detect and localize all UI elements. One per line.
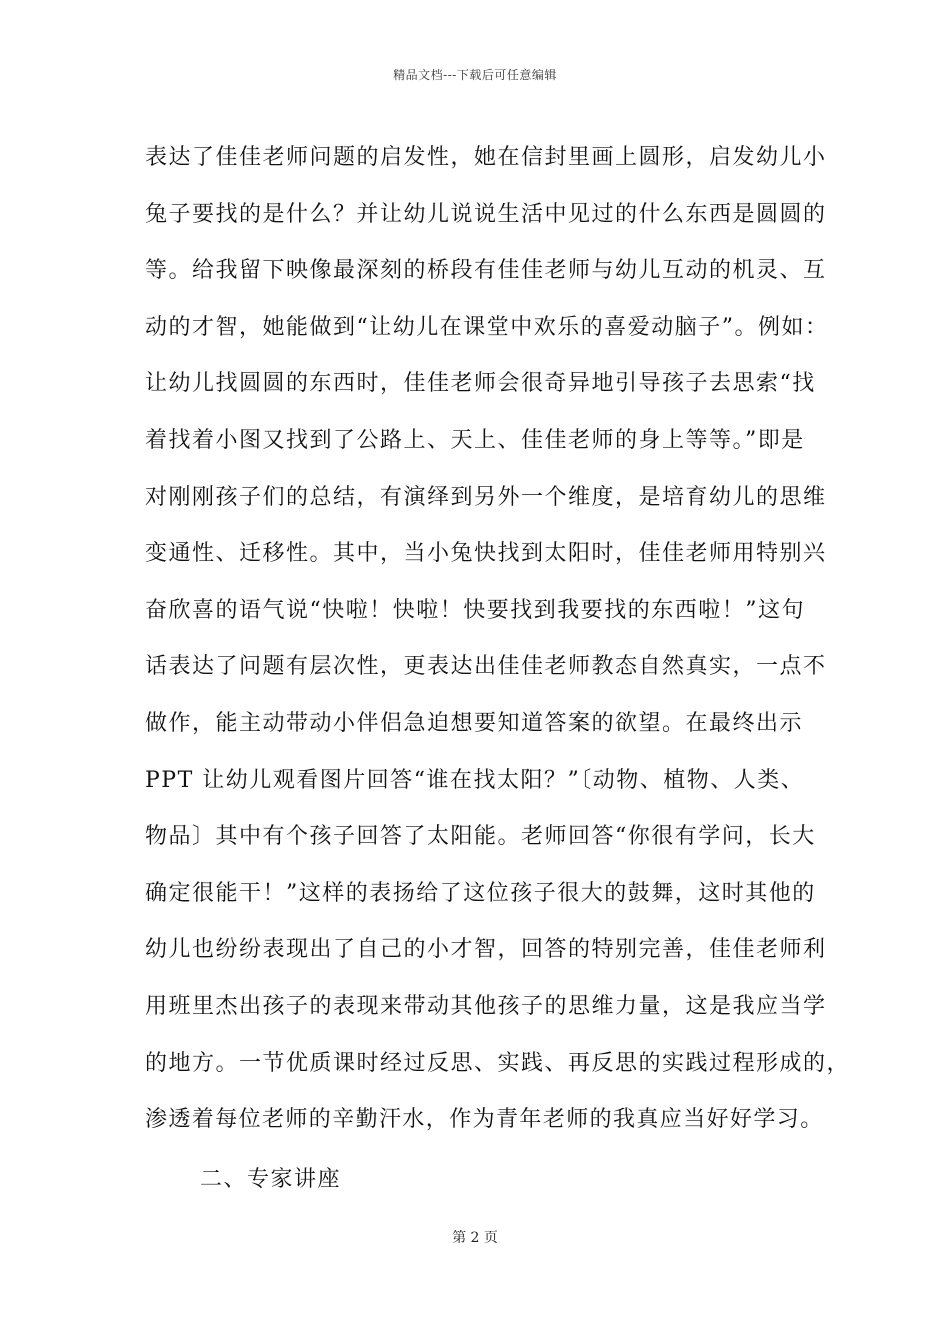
- body-line: 做作，能主动带动小伴侣急迫想要知道答案的欲望。在最终出示: [145, 710, 804, 736]
- body-line: 幼儿也纷纷表现出了自己的小才智，回答的特别完善，佳佳老师利: [145, 937, 827, 963]
- body-line: 对刚刚孩子们的总结，有演绎到另外一个维度，是培育幼儿的思维: [145, 484, 827, 510]
- page-header: 精品文档---下载后可任意编辑: [393, 68, 557, 82]
- body-line: 让幼儿找圆圆的东西时，佳佳老师会很奇异地引导孩子去思索“找: [145, 371, 816, 397]
- body-line: 话表达了问题有层次性，更表达出佳佳老师教态自然真实，一点不: [145, 654, 827, 680]
- body-line: 物品〕其中有个孩子回答了太阳能。老师回答“你很有学问，长大: [145, 824, 816, 850]
- body-line: 的地方。一节优质课时经过反思、实践、再反思的实践过程形成的，: [145, 1050, 851, 1076]
- page-number: 第 2 页: [452, 1230, 498, 1246]
- body-line: PPT 让幼儿观看图片回答“谁在找太阳？”〔动物、植物、人类、: [145, 767, 805, 793]
- body-line: 渗透着每位老师的辛勤汗水，作为青年老师的我真应当好好学习。: [145, 1107, 824, 1133]
- body-line: 奋欣喜的语气说“快啦！快啦！快要找到我要找的东西啦！”这句: [145, 597, 805, 623]
- body-line: 等。给我留下映像最深刻的桥段有佳佳老师与幼儿互动的机灵、互: [145, 258, 827, 284]
- body-line: 用班里杰出孩子的表现来带动其他孩子的思维力量，这是我应当学: [145, 993, 827, 1019]
- body-paragraph: [145, 130, 851, 1149]
- body-line: 动的才智，她能做到“让幼儿在课堂中欢乐的喜爱动脑子”。例如：: [145, 314, 829, 340]
- body-line: 变通性、迁移性。其中，当小兔快找到太阳时，佳佳老师用特别兴: [145, 541, 827, 567]
- body-line: 表达了佳佳老师问题的启发性，她在信封里画上圆形，启发幼儿小: [145, 145, 827, 170]
- body-line: 确定很能干！”这样的表扬给了这位孩子很大的鼓舞，这时其他的: [145, 880, 816, 906]
- section-heading: 二、专家讲座: [200, 1167, 342, 1192]
- body-line: 着找着小图又找到了公路上、天上、佳佳老师的身上等等。”即是: [145, 427, 805, 453]
- body-line: 兔子要找的是什么？并让幼儿说说生活中见过的什么东西是圆圆的: [145, 201, 827, 227]
